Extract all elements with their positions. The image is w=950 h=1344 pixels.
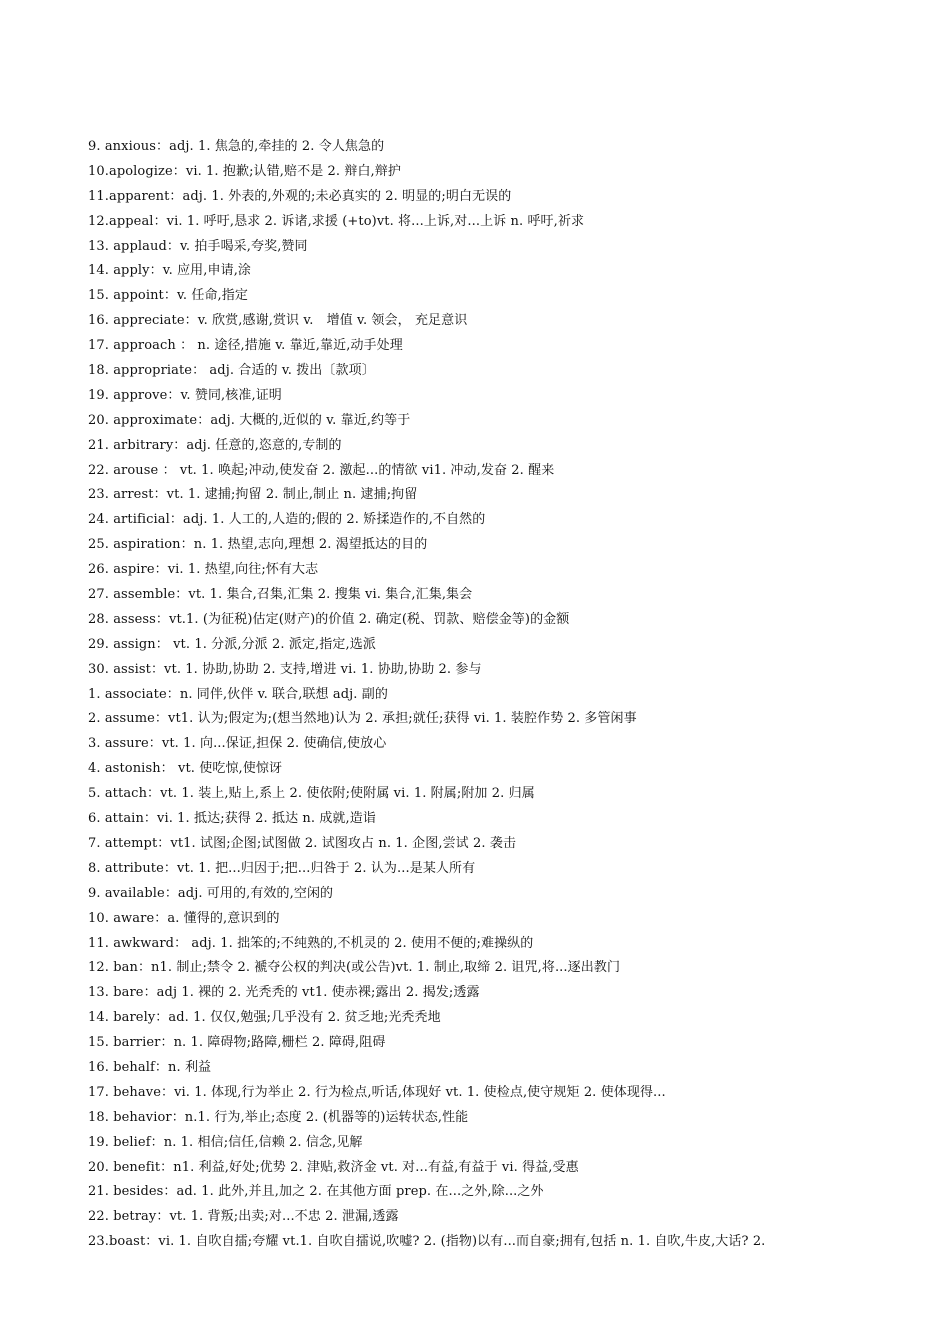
vocab-entry: 24. artificial：adj. 1. 人工的,人造的;假的 2. 矫揉造作的,不自然的: [88, 512, 486, 528]
vocab-entry: 7. attempt：vt1. 试图;企图;试图做 2. 试图攻占 n. 1. 企图,尝试 2. 袭击: [88, 835, 517, 851]
vocab-entry: 16. appreciate：v. 欣赏,感谢,赏识 v. 增值 v. 领会， 充足意识: [88, 313, 468, 329]
vocab-entry: 5. attach：vt. 1. 装上,贴上,系上 2. 使依附;使附属 vi. 1. 附属;附加 2. 归属: [88, 786, 535, 802]
vocab-entry: 22. arouse ： vt. 1. 唤起;冲动,使发奋 2. 激起...的情欲 vi1. 冲动,发奋 2. 醒来: [88, 462, 555, 478]
vocab-entry: 30. assist：vt. 1. 协助,协助 2. 支持,增进 vi. 1. 协助,协助 2. 参与: [88, 661, 482, 677]
vocab-entry: 10.apologize：vi. 1. 抱歉;认错,赔不是 2. 辩白,辩护: [88, 163, 401, 179]
vocab-entry: 15. barrier：n. 1. 障碍物;路障,栅栏 2. 障碍,阻碍: [88, 1035, 386, 1051]
vocab-entry: 12.appeal：vi. 1. 呼吁,恳求 2. 诉诸,求援 (+to)vt. 将...上诉,对...上诉 n. 呼吁,祈求: [88, 213, 585, 229]
vocab-entry: 28. assess：vt.1. (为征税)估定(财产)的价值 2. 确定(税、罚款、赔偿金等)的金额: [88, 611, 570, 627]
vocab-entry: 13. bare：adj 1. 裸的 2. 光秃秃的 vt1. 使赤裸;露出 2. 揭发;透露: [88, 985, 480, 1001]
vocab-entry: 16. behalf：n. 利益: [88, 1059, 212, 1075]
vocab-entry: 9. available：adj. 可用的,有效的,空闲的: [88, 885, 334, 901]
vocab-entry: 13. applaud：v. 拍手喝采,夸奖,赞同: [88, 238, 308, 254]
vocab-entry: 8. attribute：vt. 1. 把...归因于;把...归咎于 2. 认为...是某人所有: [88, 860, 476, 876]
vocab-entry: 4. astonish： vt. 使吃惊,使惊讶: [88, 761, 283, 777]
vocab-entry: 18. appropriate： adj. 合适的 v. 拨出〔款项〕: [88, 363, 375, 379]
vocab-entry: 2. assume：vt1. 认为;假定为;(想当然地)认为 2. 承担;就任;获得 vi. 1. 装腔作势 2. 多管闲事: [88, 711, 637, 727]
vocab-entry: 27. assemble：vt. 1. 集合,召集,汇集 2. 搜集 vi. 集合,汇集,集会: [88, 587, 473, 603]
vocab-entry: 11.apparent：adj. 1. 外表的,外观的;未必真实的 2. 明显的;明白无误的: [88, 188, 512, 204]
vocab-entry: 17. approach ： n. 途径,措施 v. 靠近,靠近,动手处理: [88, 338, 403, 354]
vocab-entry: 14. apply：v. 应用,申请,涂: [88, 263, 252, 279]
vocab-entry: 29. assign： vt. 1. 分派,分派 2. 派定,指定,选派: [88, 636, 376, 652]
vocab-entry: 23.boast：vi. 1. 自吹自擂;夸耀 vt.1. 自吹自擂说,吹嘘? 2. (指物)以有...而自豪;拥有,包括 n. 1. 自吹,牛皮,大话? 2.: [88, 1234, 766, 1250]
vocab-entry: 25. aspiration：n. 1. 热望,志向,理想 2. 渴望抵达的目的: [88, 537, 428, 553]
vocab-entry: 20. approximate：adj. 大概的,近似的 v. 靠近,约等于: [88, 412, 411, 428]
vocab-entry: 21. besides：ad. 1. 此外,并且,加之 2. 在其他方面 prep. 在...之外,除...之外: [88, 1184, 544, 1200]
vocab-entry: 23. arrest：vt. 1. 逮捕;拘留 2. 制止,制止 n. 逮捕;拘留: [88, 487, 418, 503]
vocab-entry: 22. betray：vt. 1. 背叛;出卖;对...不忠 2. 泄漏,透露: [88, 1209, 399, 1225]
vocab-entry: 3. assure：vt. 1. 向...保证,担保 2. 使确信,使放心: [88, 736, 387, 752]
vocab-entry: 26. aspire：vi. 1. 热望,向往;怀有大志: [88, 562, 319, 578]
vocab-entry: 12. ban：n1. 制止;禁令 2. 褫夺公权的判决(或公告)vt. 1. 制止,取缔 2. 诅咒,将...逐出教门: [88, 960, 621, 976]
vocabulary-list: [88, 135, 888, 1255]
vocab-entry: 19. belief：n. 1. 相信;信任,信赖 2. 信念,见解: [88, 1134, 363, 1150]
vocab-entry: 21. arbitrary：adj. 任意的,恣意的,专制的: [88, 437, 342, 453]
vocab-entry: 11. awkward： adj. 1. 拙笨的;不纯熟的,不机灵的 2. 使用不便的;难操纵的: [88, 935, 534, 951]
vocab-entry: 9. anxious：adj. 1. 焦急的,牵挂的 2. 令人焦急的: [88, 139, 385, 154]
vocab-entry: 14. barely：ad. 1. 仅仅,勉强;几乎没有 2. 贫乏地;光秃秃地: [88, 1010, 441, 1026]
vocab-entry: 6. attain：vi. 1. 抵达;获得 2. 抵达 n. 成就,造诣: [88, 811, 376, 827]
vocab-entry: 17. behave：vi. 1. 体现,行为举止 2. 行为检点,听话,体现好 vt. 1. 使检点,使守规矩 2. 使体现得...: [88, 1084, 666, 1100]
vocab-entry: 10. aware：a. 懂得的,意识到的: [88, 910, 280, 926]
vocab-entry: 18. behavior：n.1. 行为,举止;态度 2. (机器等的)运转状态,性能: [88, 1109, 469, 1125]
vocab-entry: 15. appoint：v. 任命,指定: [88, 288, 248, 304]
vocab-entry: 1. associate：n. 同伴,伙伴 v. 联合,联想 adj. 副的: [88, 686, 388, 702]
vocab-entry: 19. approve：v. 赞同,核准,证明: [88, 387, 282, 403]
vocab-entry: 20. benefit：n1. 利益,好处;优势 2. 津贴,救济金 vt. 对...有益,有益于 vi. 得益,受惠: [88, 1159, 579, 1175]
